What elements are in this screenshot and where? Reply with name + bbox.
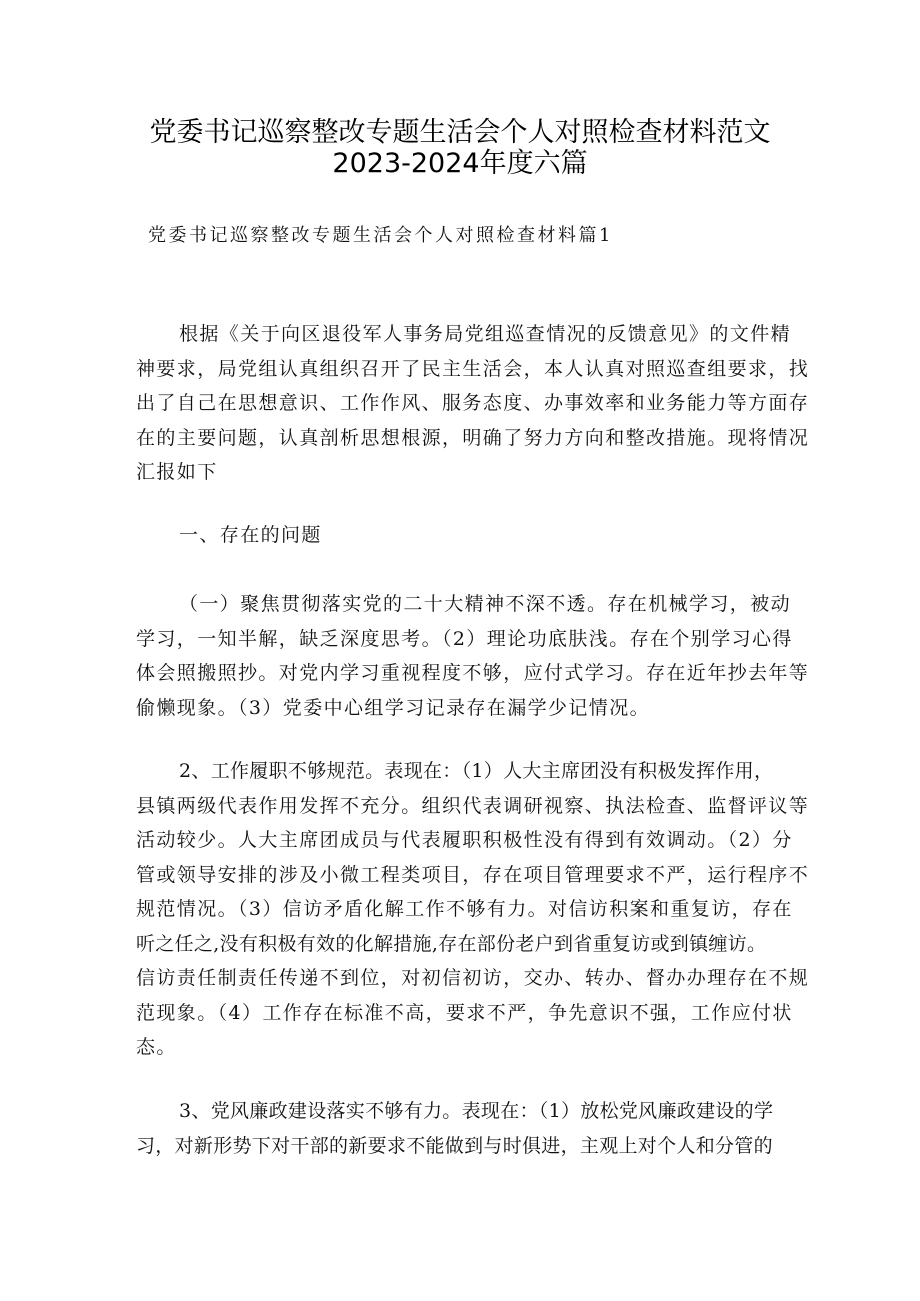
document-title-line2: 2023-2024年度六篇 [332,148,588,179]
text-line: 范现象。（4）工作存在标准不高，要求不严，争先意识不强，工作应付状 [136,1001,793,1024]
text-line: 态。 [136,1036,177,1058]
problem-item-3 [136,1094,796,1163]
section-heading [136,518,796,553]
text-line: 体会照搬照抄。对党内学习重视程度不够，应付式学习。存在近年抄去年等 [136,662,810,684]
text-line: 听之任之,没有积极有效的化解措施,存在部份老户到省重复访或到镇缠访。 [136,932,767,955]
text-line: 汇报如下 [136,461,218,483]
section-subtitle: 党委书记巡察整改专题生活会个人对照检查材料篇1 [148,225,613,246]
document-title-line1: 党委书记巡察整改专题生活会个人对照检查材料范文 [149,117,771,148]
text-line: 县镇两级代表作用发挥不充分。组织代表调研视察、执法检查、监督评议等 [136,794,810,817]
text-line: 出了自己在思想意识、工作作风、服务态度、办事效率和业务能力等方面存 [136,392,810,414]
intro-paragraph [136,317,810,490]
text-line: 管或领导安排的涉及小微工程类项目，存在项目管理要求不严，运行程序不 [136,863,810,886]
text-line: 规范情况。（3）信访矛盾化解工作不够有力。对信访积案和重复访，存在 [136,898,793,920]
text-line: 学习，一知半解，缺乏深度思考。（2）理论功底肤浅。存在个别学习心得 [136,627,793,650]
heading-text: 一、存在的问题 [179,524,322,546]
text-line: 根据《关于向区退役军人事务局党组巡查情况的反馈意见》的文件精 [179,323,792,345]
text-line: 信访责任制责任传递不到位，对初信初访，交办、转办、督办办理存在不规 [136,967,810,989]
text-line: 活动较少。人大主席团成员与代表履职积极性没有得到有效调动。（2）分 [136,829,793,851]
text-line: 习，对新形势下对干部的新要求不能做到与时俱进，主观上对个人和分管的 [136,1134,773,1157]
problem-item-2 [136,754,810,1065]
text-line: （一）聚焦贯彻落实党的二十大精神不深不透。存在机械学习，被动 [179,593,792,615]
text-line: 神要求，局党组认真组织召开了民主生活会，本人认真对照巡查组要求，找 [136,357,810,380]
text-line: 在的主要问题，认真剖析思想根源，明确了努力方向和整改措施。现将情况 [136,426,810,449]
text-line: 3、党风廉政建设落实不够有力。表现在：（1）放松党风廉政建设的学 [179,1100,774,1122]
text-line: 2、工作履职不够规范。表现在：（1）人大主席团没有积极发挥作用， [179,760,774,782]
text-line: 偷懒现象。（3）党委中心组学习记录存在漏学少记情况。 [136,696,650,719]
problem-item-1 [136,587,810,725]
